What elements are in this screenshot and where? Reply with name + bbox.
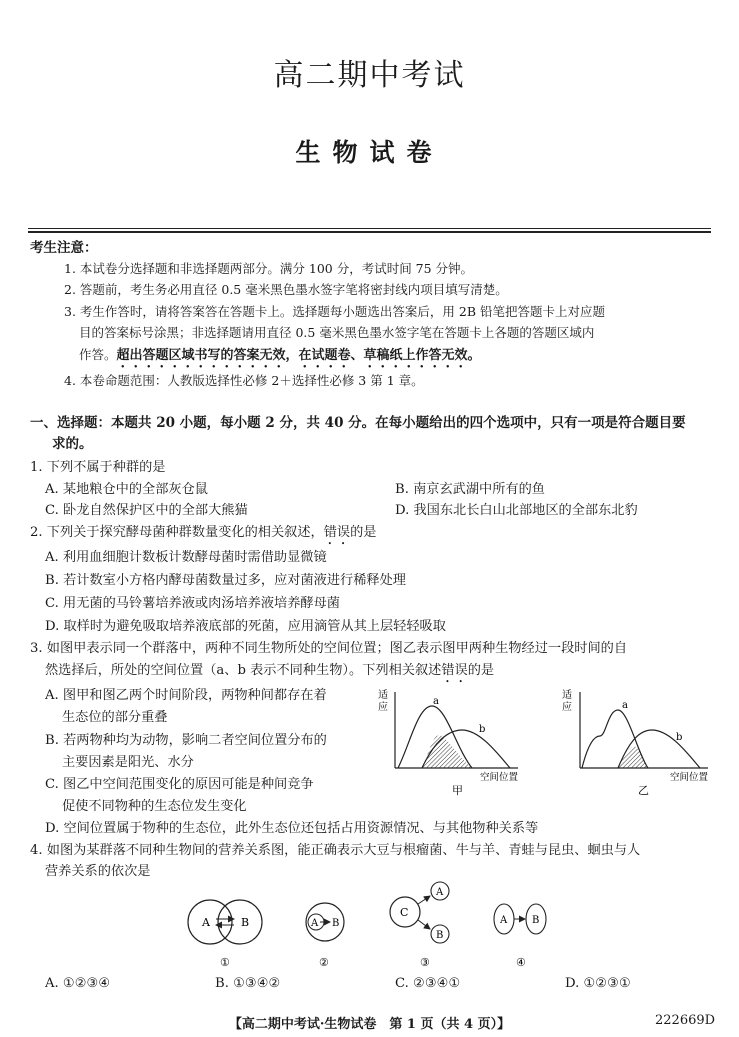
notice-item-3: 3. 考生作答时，请将答案答在答题卡上。选择题每小题选出答案后，用 2B 铅笔把答题卡上对应题 xyxy=(64,304,605,319)
q3-stem-line2 xyxy=(45,660,494,686)
q2-stem-post: 的是 xyxy=(350,525,377,540)
overlap-region xyxy=(422,735,472,768)
diagram-number: ① xyxy=(220,956,230,969)
x-label: 空间位置 xyxy=(670,772,709,783)
q3-stem-line1: 3. 如图甲表示同一个群落中，两种不同生物所处的空间位置；图乙表示图甲两种生物经过一段时间的自 xyxy=(30,641,628,656)
section-heading-cont: 求的。 xyxy=(52,436,93,452)
q4-stem-line1: 4. 如图为某群落不同种生物间的营养关系图，能正确表示大豆与根瘤菌、牛与羊、青蛙与昆虫、蛔虫与人 xyxy=(30,843,641,858)
notice-item-1: 1. 本试卷分选择题和非选择题两部分。满分 100 分，考试时间 75 分钟。 xyxy=(64,261,474,276)
label-a: A xyxy=(311,918,319,929)
notice-item-3-cont: 目的答案标号涂黑；非选择题请用直径 0.5 毫米黑色墨水签字笔在答题卡上各题的答题区域内 xyxy=(79,325,595,340)
paper-code: 222669D xyxy=(655,1013,716,1028)
q4-relationship-diagrams xyxy=(180,874,560,974)
diagram-number: ② xyxy=(319,956,329,969)
q3-option-b-line2: 主要因素是阳光、水分 xyxy=(62,755,194,770)
q1-option-c: C. 卧龙自然保护区中的全部大熊猫 xyxy=(45,503,248,518)
header-rule-top xyxy=(28,228,711,229)
curve-a-label: a xyxy=(622,700,628,711)
q3-figure-yi xyxy=(558,684,718,796)
diagram-number: ④ xyxy=(516,956,526,969)
q1-option-b: B. 南京玄武湖中所有的鱼 xyxy=(395,482,545,497)
label-a: A xyxy=(500,915,508,926)
page-footer: 【高二期中考试·生物试卷 第 1 页（共 4 页）】 xyxy=(228,1017,511,1032)
y-label-1: 适 xyxy=(562,690,572,701)
q3-option-a-line2: 生态位的部分重叠 xyxy=(62,710,168,725)
notice-item-2: 2. 答题前，考生务必用直径 0.5 毫米黑色墨水签字笔将密封线内项目填写清楚。 xyxy=(64,282,508,297)
label-a: A xyxy=(202,916,210,929)
diagram-2 xyxy=(306,903,344,969)
label-b: B xyxy=(532,915,540,926)
q3-stem-pre: 然选择后，所处的空间位置（a、b 表示不同种生物）。下列相关叙述 xyxy=(45,663,442,678)
q3-option-a-line1: A. 图甲和图乙两个时间阶段，两物种间都存在着 xyxy=(45,688,327,703)
q3-option-b-line1: B. 若两物种均为动物，影响二者空间位置分布的 xyxy=(45,733,327,748)
label-b: B xyxy=(241,916,250,929)
diagram-4 xyxy=(494,904,546,969)
q4-option-d: D. ①②③① xyxy=(565,976,631,991)
q2-option-d: D. 取样时为避免吸取培养液底部的死菌，应用滴管从其上层轻轻吸取 xyxy=(45,619,446,634)
section-heading: 一、选择题：本题共 20 小题，每小题 2 分，共 40 分。在每小题给出的四个选项中，只有一项是符合题目要 xyxy=(30,415,686,431)
q1-stem: 1. 下列不属于种群的是 xyxy=(30,460,166,475)
curve-b-label: b xyxy=(676,732,683,743)
figure-caption: 甲 xyxy=(452,784,463,796)
q3-option-d: D. 空间位置属于物种的生态位，此外生态位还包括占用资源情况、与其他物种关系等 xyxy=(45,821,539,836)
q2-option-c: C. 用无菌的马铃薯培养液或肉汤培养液培养酵母菌 xyxy=(45,596,340,611)
y-label-1: 适 xyxy=(378,690,388,701)
diagram-1 xyxy=(188,900,262,969)
q4-stem-line2: 营养关系的依次是 xyxy=(45,864,151,879)
q2-stem-pre: 2. 下列关于探究酵母菌种群数量变化的相关叙述， xyxy=(30,525,324,540)
q3-figure-jia xyxy=(370,684,530,796)
curve-a-label: a xyxy=(433,696,439,707)
label-b: B xyxy=(332,918,340,929)
curve-b-label: b xyxy=(479,724,486,735)
x-label: 空间位置 xyxy=(480,772,519,783)
notice-emphasis: 超出答题区域书写的答案无效，在试题卷、草稿纸上作答无效。 xyxy=(116,348,481,363)
q2-option-b: B. 若计数室小方格内酵母菌数量过多，应对菌液进行稀释处理 xyxy=(45,573,406,588)
q4-option-a: A. ①②③④ xyxy=(45,976,111,991)
q3-stem-emphasis: 错误 xyxy=(441,663,468,678)
y-label-2: 应 xyxy=(378,702,388,713)
notice-item-3-tail: 作答。 xyxy=(79,347,117,362)
notice-item-4: 4. 本卷命题范围：人教版选择性必修 2＋选择性必修 3 第 1 章。 xyxy=(64,373,424,388)
q3-option-c-line2: 促使不同物种的生态位发生变化 xyxy=(62,799,247,814)
paper-title: 生物试卷 xyxy=(295,138,444,167)
q2-stem-emphasis: 错误 xyxy=(323,525,351,540)
q2-stem xyxy=(30,522,376,548)
q1-option-a: A. 某地粮仓中的全部灰仓鼠 xyxy=(45,482,208,497)
diagram-3 xyxy=(390,882,449,969)
label-c: C xyxy=(400,906,409,919)
diagram-number: ③ xyxy=(420,956,430,969)
figure-caption: 乙 xyxy=(638,784,649,796)
label-b: B xyxy=(436,930,444,941)
q4-option-c: C. ②③④① xyxy=(395,976,461,991)
q3-option-c-line1: C. 图乙中空间范围变化的原因可能是种间竞争 xyxy=(45,777,314,792)
notice-item-3-end xyxy=(79,345,481,371)
q1-option-d: D. 我国东北长白山北部地区的全部东北豹 xyxy=(395,503,638,518)
header-rule-bottom xyxy=(28,231,711,233)
exam-title: 高二期中考试 xyxy=(273,58,466,93)
notice-heading: 考生注意： xyxy=(30,240,98,256)
q4-option-b: B. ①③④② xyxy=(215,976,281,991)
q2-option-a: A. 利用血细胞计数板计数酵母菌时需借助显微镜 xyxy=(45,550,327,565)
q3-stem-post: 的是 xyxy=(467,663,495,678)
y-label-2: 应 xyxy=(562,702,572,713)
label-a: A xyxy=(436,887,444,898)
